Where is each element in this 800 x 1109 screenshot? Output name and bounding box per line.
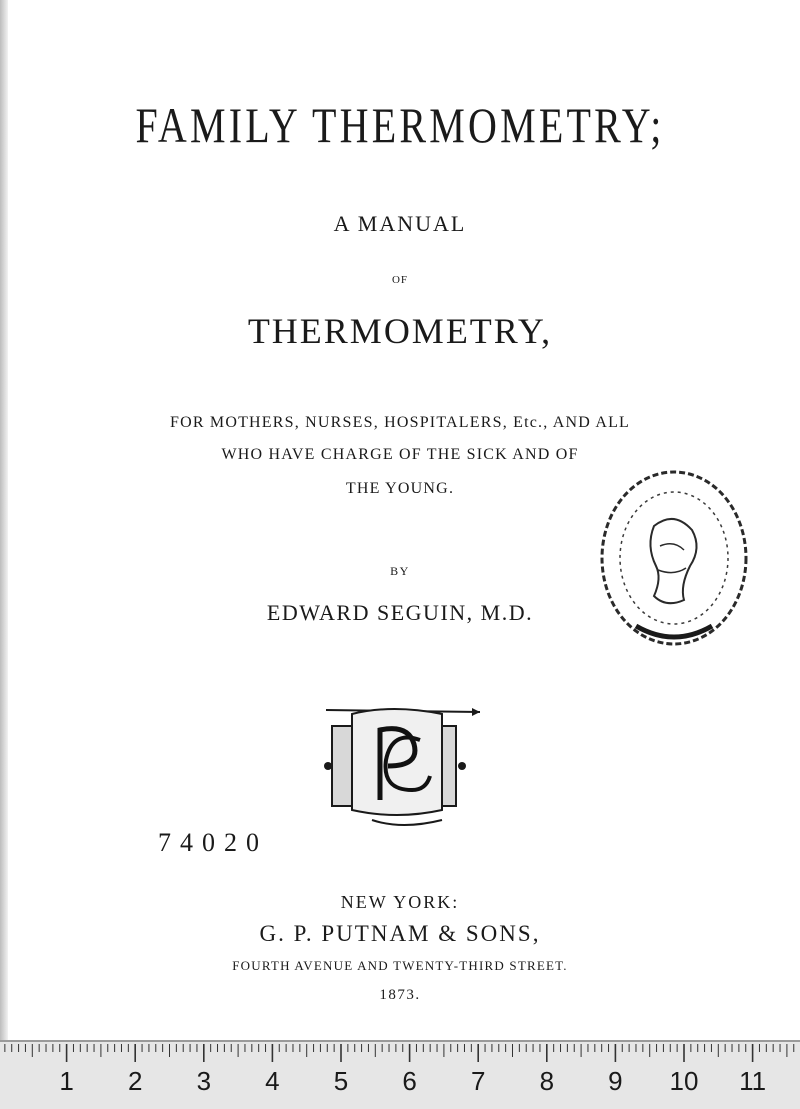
publisher-name: G. P. PUTNAM & SONS, [259,921,541,946]
subtitle-line-1: A MANUAL [333,211,467,236]
description-line-3: THE YOUNG. [345,480,455,497]
publisher-monogram-device [322,700,482,830]
ruler-label: 10 [669,1066,699,1096]
ruler-label: 6 [402,1066,417,1096]
ruler-label: 2 [127,1066,143,1096]
ruler-label: 5 [333,1066,349,1096]
description-line-1: FOR MOTHERS, NURSES, HOSPITALERS, Etc., AND ALL [169,414,631,431]
by-line: BY [390,564,410,578]
ruler-label: 8 [539,1066,555,1096]
book-title: FAMILY THERMOMETRY; [135,97,665,153]
publisher-address: FOURTH AVENUE AND TWENTY-THIRD STREET. [232,958,568,973]
ruler-label: 3 [196,1066,212,1096]
publication-place: NEW YORK: [340,892,460,912]
page-edge [0,0,8,1040]
ruler-label: 7 [470,1066,486,1096]
ruler-label: 9 [608,1066,623,1096]
measurement-ruler [0,1040,800,1109]
library-stamp-seal [596,466,752,658]
ruler-label: 11 [739,1066,767,1096]
subtitle-line-2: OF [391,274,409,286]
description-line-2: WHO HAVE CHARGE OF THE SICK AND OF [221,446,579,463]
accession-number: 74020 [158,828,268,857]
subtitle-line-3: THERMOMETRY, [247,311,553,351]
publication-year: 1873. [379,987,421,1003]
ruler-label: 1 [59,1066,74,1096]
author-name: EDWARD SEGUIN, M.D. [266,600,534,625]
ruler-label: 4 [265,1066,280,1096]
